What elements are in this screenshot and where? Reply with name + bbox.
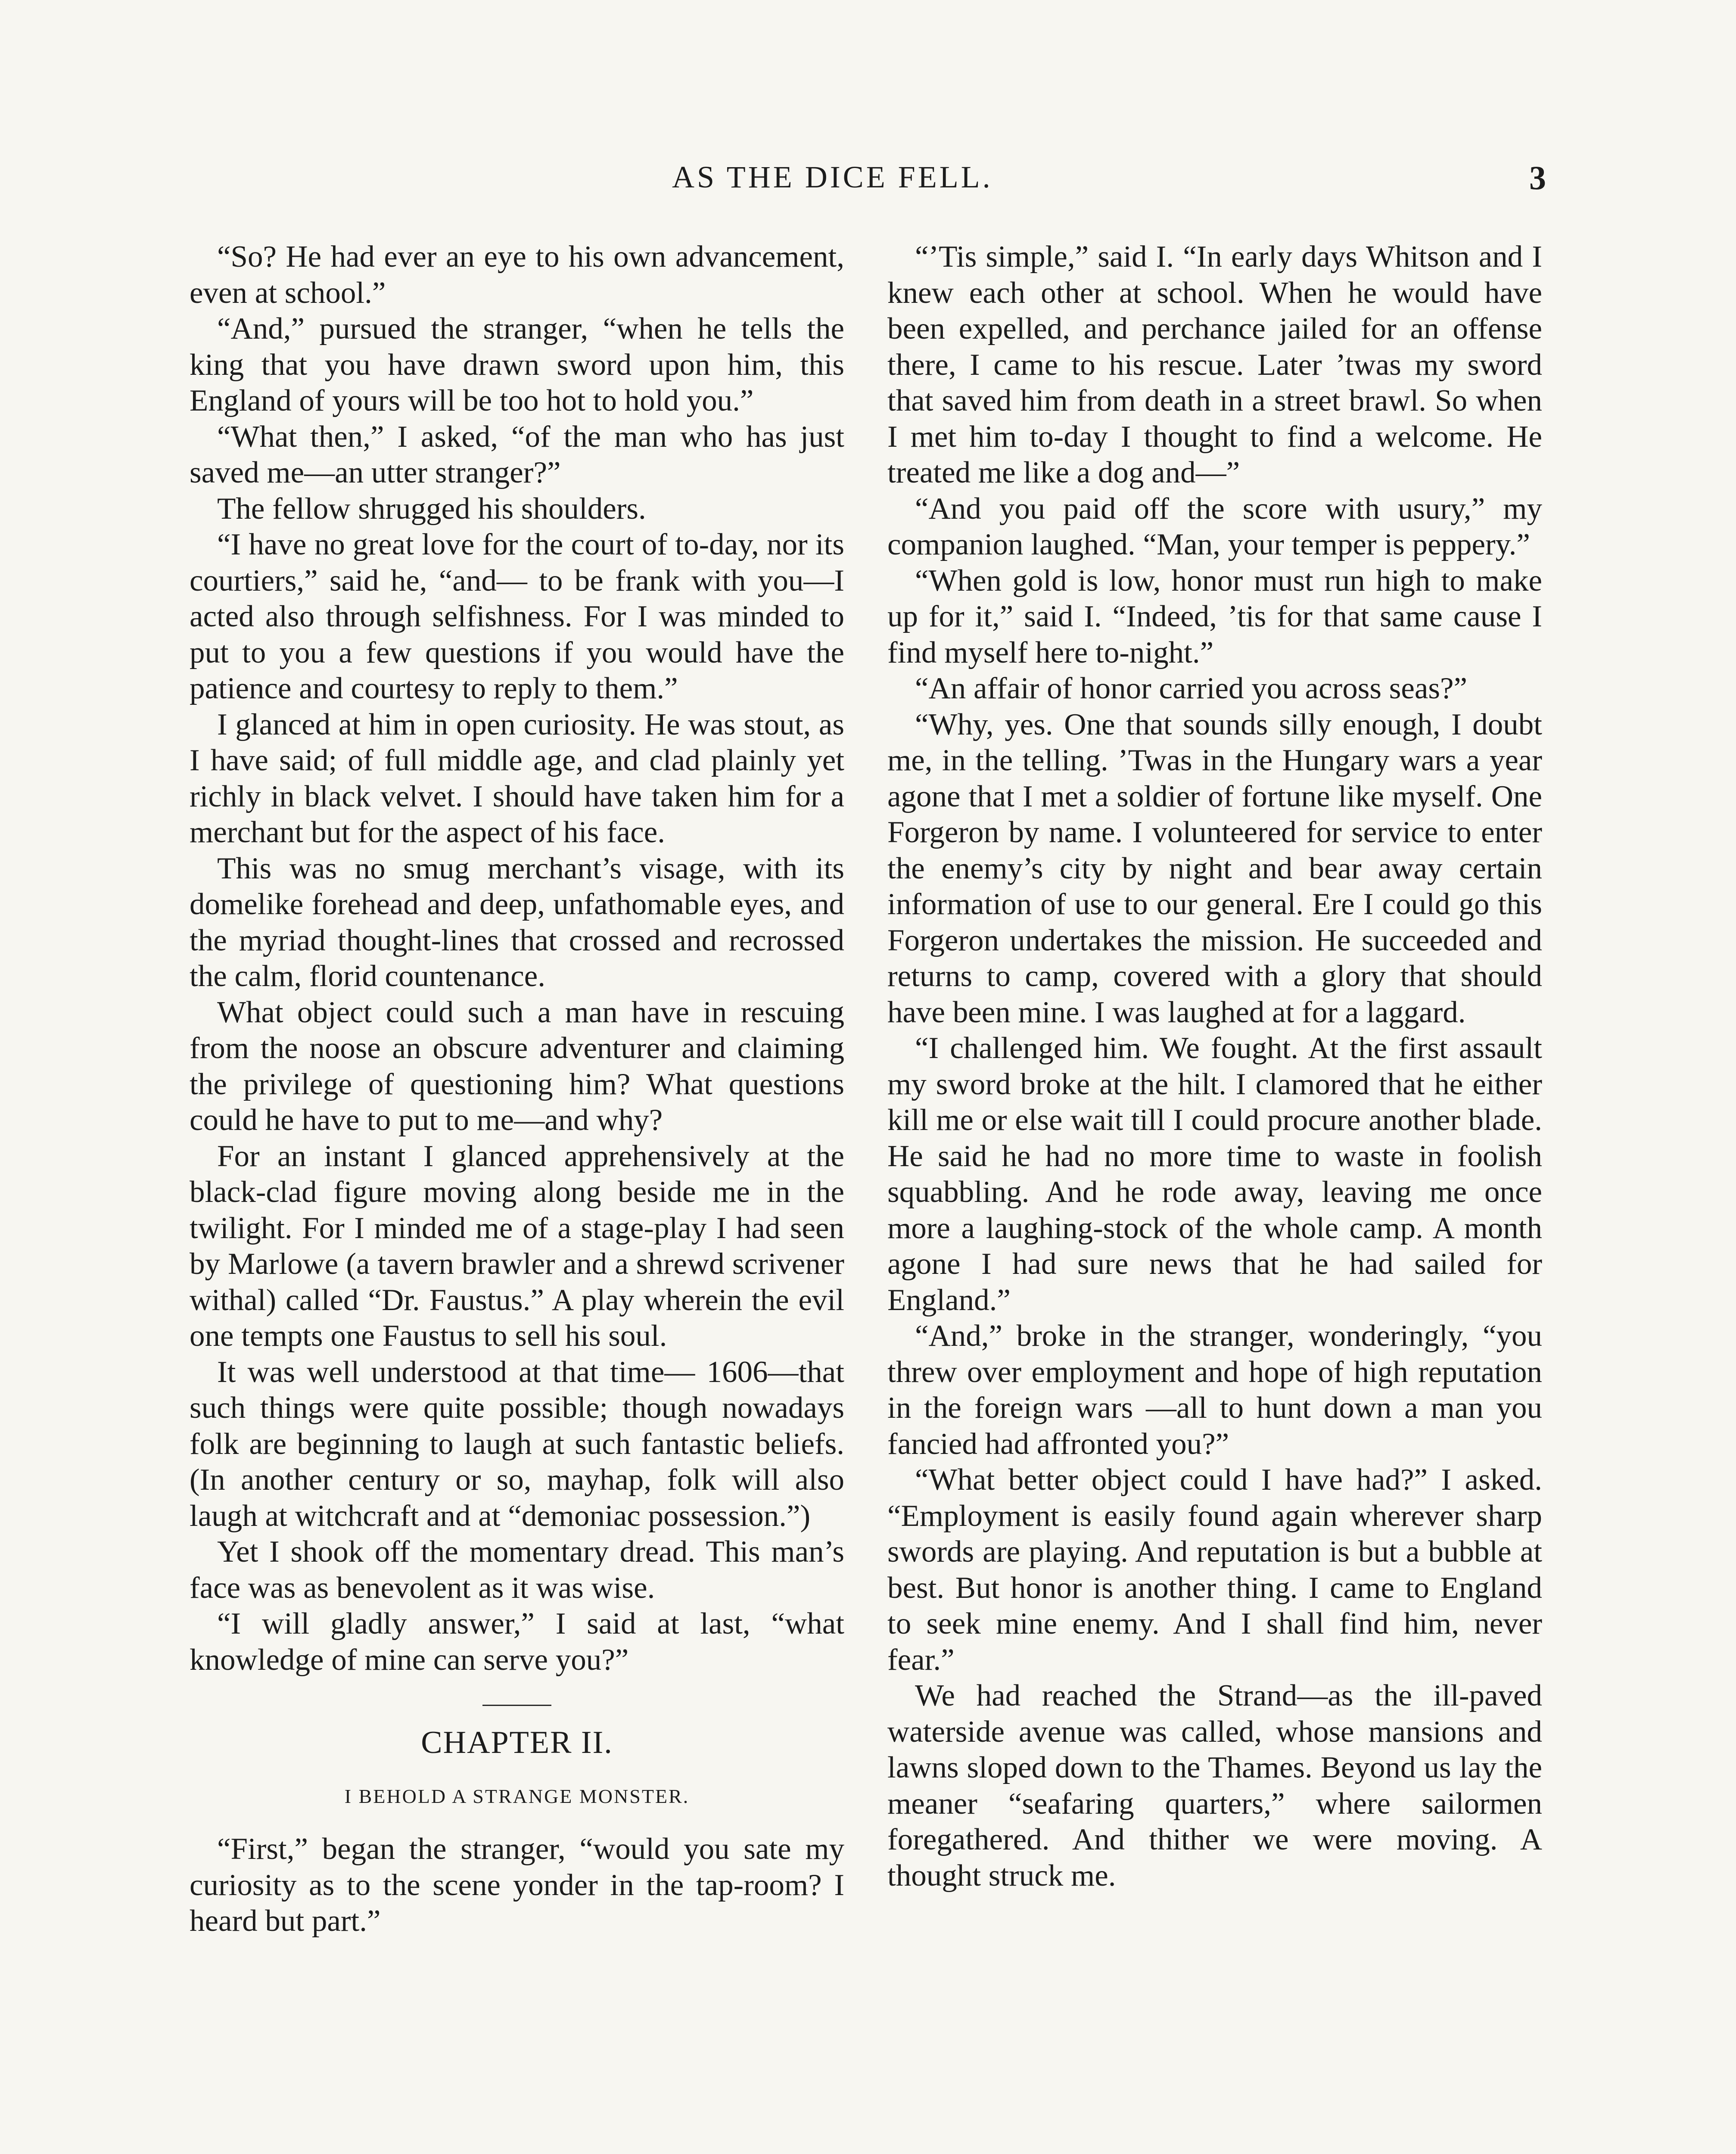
right-column [887, 239, 1542, 1894]
paragraph: “So? He had ever an eye to his own advancement, even at school.” [190, 240, 844, 310]
paragraph: “’Tis simple,” said I. “In early days Whitson and I knew each other at school. When he would have been expelled, and perchance jailed for an offense there, I came to his rescue. Later ’twas my sword that saved him from death in a street brawl. So when I met him to-day I thought to find a welcome. He treated me like a dog and—” [887, 240, 1542, 489]
paragraph: What object could such a man have in rescuing from the noose an obscure adventurer and claiming the privilege of questioning him? What questions could he have to put to me—and why? [190, 995, 844, 1137]
paragraph: For an instant I glanced apprehensively at the black-clad figure moving along beside me in the twilight. For I minded me of a stage-play I had seen by Marlowe (a tavern brawler and a shrewd scrivener withal) called “Dr. Faustus.” A play wherein the evil one tempts one Faustus to sell his soul. [190, 1139, 844, 1353]
paragraph: “I challenged him. We fought. At the first assault my sword broke at the hilt. I clamored that he either kill me or else wait till I could procure another blade. He said he had no more time to waste in foolish squabbling. And he rode away, leaving me once more a laughing-stock of the whole camp. A month agone I had sure news that he had sailed for England.” [887, 1031, 1542, 1317]
running-head: AS THE DICE FELL. [672, 160, 993, 194]
paragraph: “What better object could I have had?” I asked. “Employment is easily found again wherever sharp swords are playing. And reputation is but a bubble at best. But honor is another thing. I came to England to seek mine enemy. And I shall find him, never fear.” [887, 1463, 1542, 1677]
paragraph: This was no smug merchant’s visage, with its domelike forehead and deep, unfathomable eyes, and the myriad thought-lines that crossed and recrossed the calm, florid countenance. [190, 851, 844, 993]
paragraph: We had reached the Strand—as the ill-paved waterside avenue was called, whose mansions and lawns sloped down to the Thames. Beyond us lay the meaner “seafaring quarters,” where sailormen foregathered. And thither we were moving. A thought struck me. [887, 1679, 1542, 1893]
left-column [190, 239, 844, 1939]
page-number: 3 [1529, 159, 1546, 196]
chapter-title: CHAPTER II. [421, 1725, 613, 1760]
paragraph: “What then,” I asked, “of the man who has just saved me—an utter stranger?” [190, 420, 844, 489]
paragraph: “When gold is low, honor must run high to make up for it,” said I. “Indeed, ’tis for that same cause I find myself here to-night.” [887, 563, 1542, 669]
paragraph: “I have no great love for the court of to-day, nor its courtiers,” said he, “and— to be frank with you—I acted also through selfishness. For I was minded to put to you a few questions if you would have the patience and courtesy to reply to them.” [190, 528, 844, 705]
paragraph: “I will gladly answer,” I said at last, “what knowledge of mine can serve you?” [190, 1607, 844, 1677]
paragraph: “Why, yes. One that sounds silly enough, I doubt me, in the telling. ’Twas in the Hungary wars a year agone that I met a soldier of fortune like myself. One Forgeron by name. I volunteered for service to enter the enemy’s city by night and bear away certain information of use to our general. Ere I could go this Forgeron undertakes the mission. He succeeded and returns to camp, covered with a glory that should have been mine. I was laughed at for a laggard. [887, 707, 1542, 1029]
paragraph: “First,” began the stranger, “would you sate my curiosity as to the scene yonder in the tap-room? I heard but part.” [190, 1832, 844, 1938]
paragraph: The fellow shrugged his shoulders. [217, 492, 646, 526]
paragraph: “An affair of honor carried you across seas?” [915, 672, 1468, 705]
chapter-subtitle: I BEHOLD A STRANGE MONSTER. [344, 1785, 690, 1807]
paragraph: “And you paid off the score with usury,” my companion laughed. “Man, your temper is peppery.” [887, 492, 1542, 561]
paragraph: Yet I shook off the momentary dread. This man’s face was as benevolent as it was wise. [190, 1535, 844, 1605]
paragraph: “And,” broke in the stranger, wonderingly, “you threw over employment and hope of high reputation in the foreign wars —all to hunt down a man you fancied had affronted you?” [887, 1319, 1542, 1461]
paragraph: “And,” pursued the stranger, “when he tells the king that you have drawn sword upon him, this England of yours will be too hot to hold you.” [190, 312, 844, 417]
chapter-divider [482, 1705, 551, 1706]
paragraph: It was well understood at that time— 1606—that such things were quite possible; though nowadays folk are beginning to laugh at such fantastic beliefs. (In another century or so, mayhap, folk will also laugh at witchcraft and at “demoniac possession.”) [190, 1355, 844, 1533]
paragraph: I glanced at him in open curiosity. He was stout, as I have said; of full middle age, and clad plainly yet richly in black velvet. I should have taken him for a merchant but for the aspect of his face. [190, 707, 844, 849]
